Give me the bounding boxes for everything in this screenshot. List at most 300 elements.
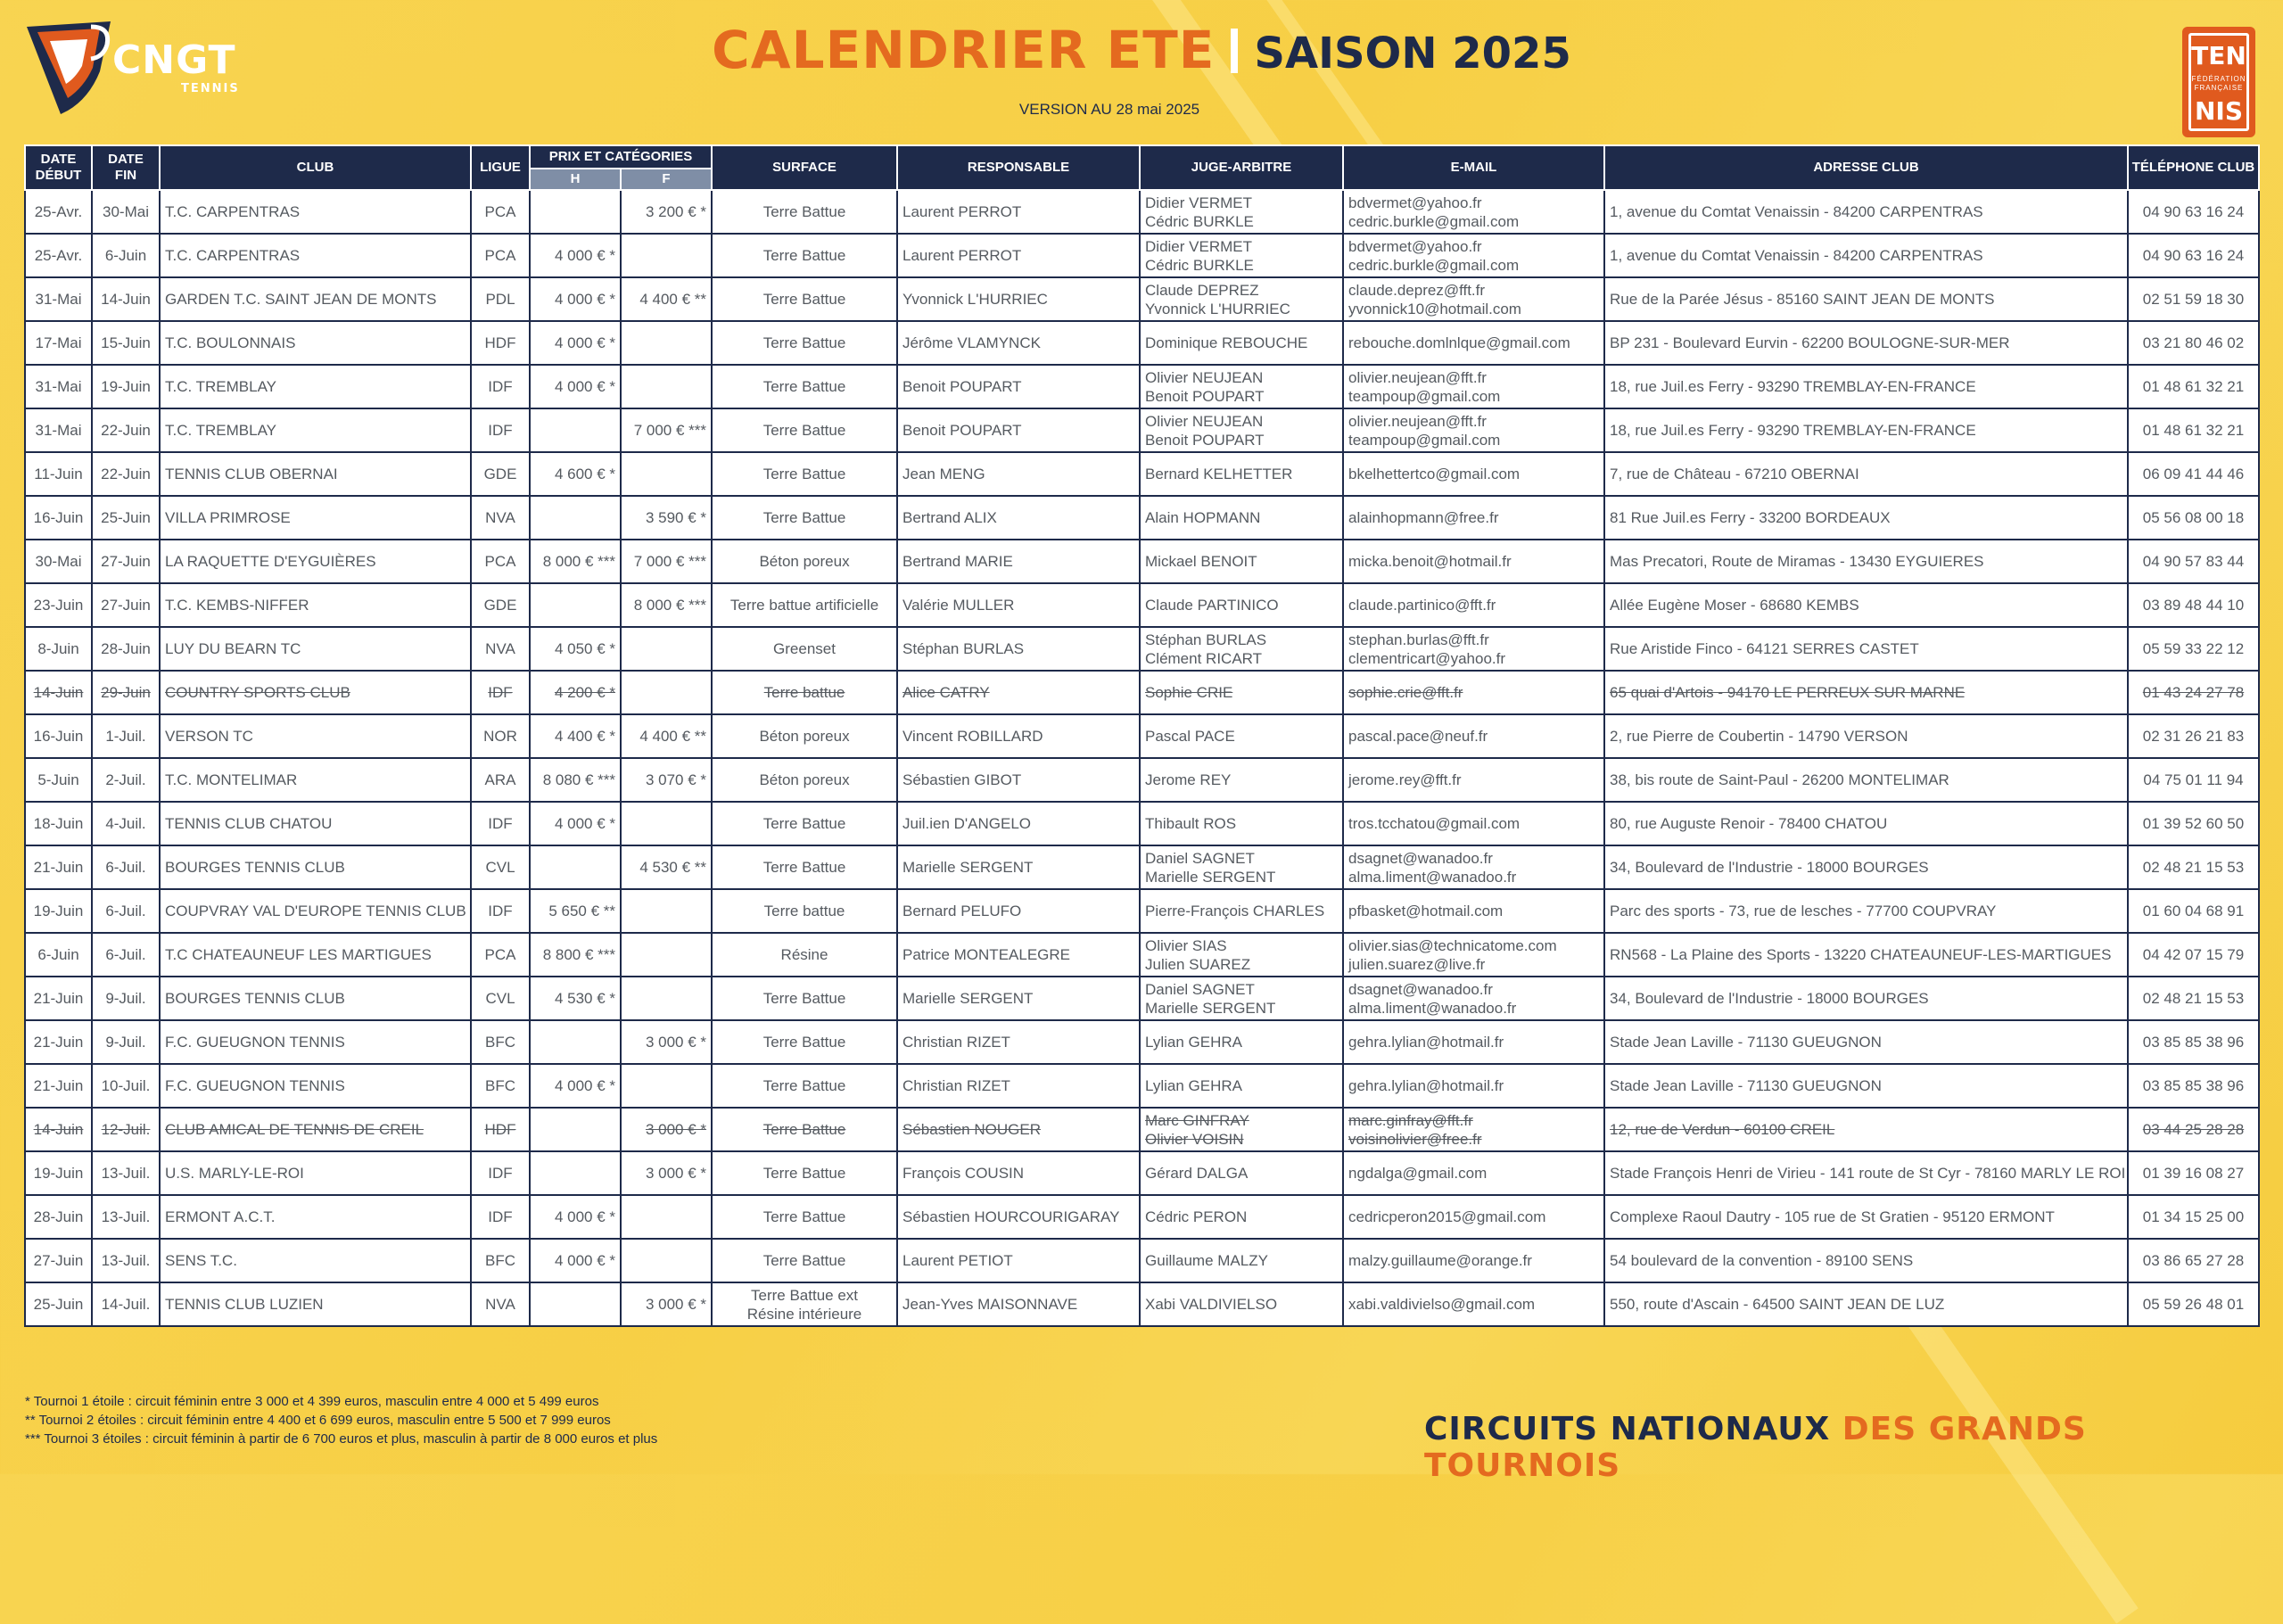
- prix-h-cell: 4 200 € *: [530, 671, 621, 714]
- telephone-cell: 06 09 41 44 46: [2128, 452, 2259, 496]
- prix-h-cell: 8 000 € ***: [530, 540, 621, 583]
- email-cell[interactable]: jerome.rey@fft.fr: [1343, 758, 1604, 802]
- responsable-cell: Marielle SERGENT: [897, 845, 1140, 889]
- prix-h-cell: 8 800 € ***: [530, 933, 621, 977]
- date-fin-cell: 6-Juin: [92, 234, 160, 277]
- email-cell[interactable]: rebouche.domlnlque@gmail.com: [1343, 321, 1604, 365]
- email-cell[interactable]: claude.deprez@fft.fr yvonnick10@hotmail.com: [1343, 277, 1604, 321]
- adresse-cell: 18, rue Juil.es Ferry - 93290 TREMBLAY-EN-FRANCE: [1604, 365, 2128, 408]
- juge-arbitre-cell: Stéphan BURLAS Clément RICART: [1140, 627, 1343, 671]
- ligue-cell: CVL: [471, 845, 530, 889]
- date-debut-cell: 8-Juin: [25, 627, 92, 671]
- date-debut-cell: 19-Juin: [25, 1151, 92, 1195]
- surface-cell: Terre Battue: [712, 496, 897, 540]
- telephone-cell: 03 86 65 27 28: [2128, 1239, 2259, 1282]
- ligue-cell: HDF: [471, 1108, 530, 1151]
- telephone-cell: 03 44 25 28 28: [2128, 1108, 2259, 1151]
- club-cell: ERMONT A.C.T.: [160, 1195, 471, 1239]
- surface-cell: Terre Battue: [712, 1151, 897, 1195]
- date-fin-cell: 2-Juil.: [92, 758, 160, 802]
- date-fin-cell: 29-Juin: [92, 671, 160, 714]
- telephone-cell: 01 48 61 32 21: [2128, 365, 2259, 408]
- table-row: [25, 452, 2259, 496]
- prix-f-cell: 3 590 € *: [621, 496, 712, 540]
- email-cell[interactable]: olivier.neujean@fft.fr teampoup@gmail.com: [1343, 408, 1604, 452]
- prix-f-cell: [621, 977, 712, 1020]
- date-fin-cell: 30-Mai: [92, 190, 160, 234]
- juge-arbitre-cell: Lylian GEHRA: [1140, 1020, 1343, 1064]
- prix-f-cell: 3 000 € *: [621, 1282, 712, 1326]
- juge-arbitre-cell: Olivier SIAS Julien SUAREZ: [1140, 933, 1343, 977]
- surface-cell: Terre battue artificielle: [712, 583, 897, 627]
- email-cell[interactable]: claude.partinico@fft.fr: [1343, 583, 1604, 627]
- date-fin-cell: 14-Juin: [92, 277, 160, 321]
- adresse-cell: Stade Jean Laville - 71130 GUEUGNON: [1604, 1020, 2128, 1064]
- circuits-title: [1424, 1411, 2283, 1484]
- adresse-cell: 1, avenue du Comtat Venaissin - 84200 CARPENTRAS: [1604, 234, 2128, 277]
- ligue-cell: NVA: [471, 627, 530, 671]
- date-debut-cell: 21-Juin: [25, 1064, 92, 1108]
- prix-h-cell: 4 600 € *: [530, 452, 621, 496]
- email-cell[interactable]: micka.benoit@hotmail.fr: [1343, 540, 1604, 583]
- telephone-cell: 02 48 21 15 53: [2128, 977, 2259, 1020]
- responsable-cell: Valérie MULLER: [897, 583, 1140, 627]
- club-cell: F.C. GUEUGNON TENNIS: [160, 1064, 471, 1108]
- ligue-cell: NVA: [471, 496, 530, 540]
- date-debut-cell: 6-Juin: [25, 933, 92, 977]
- prix-h-cell: 4 000 € *: [530, 321, 621, 365]
- table-row: [25, 627, 2259, 671]
- prix-f-cell: [621, 321, 712, 365]
- ligue-cell: BFC: [471, 1020, 530, 1064]
- prix-h-cell: 4 000 € *: [530, 277, 621, 321]
- club-cell: LA RAQUETTE D'EYGUIÈRES: [160, 540, 471, 583]
- date-fin-cell: 14-Juil.: [92, 1282, 160, 1326]
- prix-h-cell: 4 000 € *: [530, 1239, 621, 1282]
- responsable-cell: Yvonnick L'HURRIEC: [897, 277, 1140, 321]
- table-row: [25, 1195, 2259, 1239]
- adresse-cell: BP 231 - Boulevard Eurvin - 62200 BOULOGNE-SUR-MER: [1604, 321, 2128, 365]
- ligue-cell: HDF: [471, 321, 530, 365]
- juge-arbitre-cell: Dominique REBOUCHE: [1140, 321, 1343, 365]
- col-ligue: LIGUE: [471, 145, 530, 190]
- date-fin-cell: 27-Juin: [92, 540, 160, 583]
- date-fin-cell: 28-Juin: [92, 627, 160, 671]
- responsable-cell: Jean MENG: [897, 452, 1140, 496]
- responsable-cell: François COUSIN: [897, 1151, 1140, 1195]
- date-fin-cell: 6-Juil.: [92, 933, 160, 977]
- prix-h-cell: 4 000 € *: [530, 1195, 621, 1239]
- date-fin-cell: 1-Juil.: [92, 714, 160, 758]
- email-cell[interactable]: pfbasket@hotmail.com: [1343, 889, 1604, 933]
- ligue-cell: CVL: [471, 977, 530, 1020]
- club-cell: BOURGES TENNIS CLUB: [160, 977, 471, 1020]
- responsable-cell: Laurent PERROT: [897, 234, 1140, 277]
- telephone-cell: 01 39 52 60 50: [2128, 802, 2259, 845]
- date-fin-cell: 19-Juin: [92, 365, 160, 408]
- date-fin-cell: 22-Juin: [92, 408, 160, 452]
- responsable-cell: Sébastien NOUGER: [897, 1108, 1140, 1151]
- email-cell[interactable]: bdvermet@yahoo.fr cedric.burkle@gmail.com: [1343, 190, 1604, 234]
- fft-logo-frame: [2188, 33, 2249, 131]
- col-responsable: RESPONSABLE: [897, 145, 1140, 190]
- email-cell[interactable]: stephan.burlas@fft.fr clementricart@yahoo.fr: [1343, 627, 1604, 671]
- adresse-cell: Stade François Henri de Virieu - 141 route de St Cyr - 78160 MARLY LE ROI: [1604, 1151, 2128, 1195]
- prix-h-cell: 4 050 € *: [530, 627, 621, 671]
- logo-subtext: TENNIS: [181, 82, 240, 95]
- table-row: [25, 933, 2259, 977]
- prix-f-cell: [621, 452, 712, 496]
- footnote-2-star: ** Tournoi 2 étoiles : circuit féminin entre 4 400 et 6 699 euros, masculin entre 5 500 et 7 999 euros: [25, 1413, 611, 1428]
- telephone-cell: 02 48 21 15 53: [2128, 845, 2259, 889]
- responsable-cell: Bernard PELUFO: [897, 889, 1140, 933]
- prix-h-cell: 4 400 € *: [530, 714, 621, 758]
- juge-arbitre-cell: Pascal PACE: [1140, 714, 1343, 758]
- date-debut-cell: 21-Juin: [25, 977, 92, 1020]
- surface-cell: Terre Battue: [712, 408, 897, 452]
- date-debut-cell: 14-Juin: [25, 671, 92, 714]
- club-cell: GARDEN T.C. SAINT JEAN DE MONTS: [160, 277, 471, 321]
- col-email: E-MAIL: [1343, 145, 1604, 190]
- adresse-cell: 1, avenue du Comtat Venaissin - 84200 CARPENTRAS: [1604, 190, 2128, 234]
- ligue-cell: BFC: [471, 1239, 530, 1282]
- circuits-title-part1: CIRCUITS NATIONAUX: [1424, 1411, 1831, 1447]
- email-cell[interactable]: ngdalga@gmail.com: [1343, 1151, 1604, 1195]
- prix-f-cell: 3 200 € *: [621, 190, 712, 234]
- club-cell: F.C. GUEUGNON TENNIS: [160, 1020, 471, 1064]
- surface-cell: Terre Battue: [712, 977, 897, 1020]
- ligue-cell: PDL: [471, 277, 530, 321]
- club-cell: T.C. TREMBLAY: [160, 365, 471, 408]
- footnote-3-star: *** Tournoi 3 étoiles : circuit féminin à partir de 6 700 euros et plus, masculin à partir de 8 000 euros et plus: [25, 1431, 658, 1447]
- responsable-cell: Benoit POUPART: [897, 365, 1140, 408]
- email-cell[interactable]: alainhopmann@free.fr: [1343, 496, 1604, 540]
- circuits-title-part2: DES GRANDS TOURNOIS: [1424, 1411, 2087, 1484]
- col-prix-h: H: [530, 169, 621, 190]
- table-row: [25, 758, 2259, 802]
- surface-cell: Terre Battue: [712, 365, 897, 408]
- surface-cell: Terre Battue: [712, 1195, 897, 1239]
- telephone-cell: 05 59 26 48 01: [2128, 1282, 2259, 1326]
- club-cell: T.C. CARPENTRAS: [160, 234, 471, 277]
- date-debut-cell: 30-Mai: [25, 540, 92, 583]
- juge-arbitre-cell: Olivier NEUJEAN Benoit POUPART: [1140, 365, 1343, 408]
- table-row: [25, 1239, 2259, 1282]
- responsable-cell: Christian RIZET: [897, 1020, 1140, 1064]
- prix-f-cell: 3 000 € *: [621, 1151, 712, 1195]
- surface-cell: Terre Battue: [712, 321, 897, 365]
- col-juge-arbitre: JUGE-ARBITRE: [1140, 145, 1343, 190]
- prix-h-cell: 4 000 € *: [530, 1064, 621, 1108]
- table-row: [25, 1064, 2259, 1108]
- table-body: [25, 190, 2259, 1326]
- surface-cell: Béton poreux: [712, 714, 897, 758]
- email-cell[interactable]: bdvermet@yahoo.fr cedric.burkle@gmail.com: [1343, 234, 1604, 277]
- juge-arbitre-cell: Daniel SAGNET Marielle SERGENT: [1140, 845, 1343, 889]
- email-cell[interactable]: sophie.crie@fft.fr: [1343, 671, 1604, 714]
- responsable-cell: Jean-Yves MAISONNAVE: [897, 1282, 1140, 1326]
- responsable-cell: Bertrand ALIX: [897, 496, 1140, 540]
- juge-arbitre-cell: Guillaume MALZY: [1140, 1239, 1343, 1282]
- responsable-cell: Sébastien HOURCOURIGARAY: [897, 1195, 1140, 1239]
- ligue-cell: PCA: [471, 234, 530, 277]
- adresse-cell: 550, route d'Ascain - 64500 SAINT JEAN DE LUZ: [1604, 1282, 2128, 1326]
- telephone-cell: 02 51 59 18 30: [2128, 277, 2259, 321]
- telephone-cell: 04 42 07 15 79: [2128, 933, 2259, 977]
- date-debut-cell: 21-Juin: [25, 845, 92, 889]
- juge-arbitre-cell: Thibault ROS: [1140, 802, 1343, 845]
- adresse-cell: 34, Boulevard de l'Industrie - 18000 BOURGES: [1604, 845, 2128, 889]
- table-row: [25, 321, 2259, 365]
- col-surface: SURFACE: [712, 145, 897, 190]
- telephone-cell: 04 75 01 11 94: [2128, 758, 2259, 802]
- email-cell[interactable]: pascal.pace@neuf.fr: [1343, 714, 1604, 758]
- table-row: [25, 365, 2259, 408]
- juge-arbitre-cell: Bernard KELHETTER: [1140, 452, 1343, 496]
- surface-cell: Terre Battue: [712, 1064, 897, 1108]
- prix-f-cell: 3 000 € *: [621, 1020, 712, 1064]
- responsable-cell: Jérôme VLAMYNCK: [897, 321, 1140, 365]
- calendar-table: [24, 144, 2260, 1327]
- date-debut-cell: 23-Juin: [25, 583, 92, 627]
- ligue-cell: NVA: [471, 1282, 530, 1326]
- telephone-cell: 03 85 85 38 96: [2128, 1020, 2259, 1064]
- surface-cell: Terre Battue ext Résine intérieure: [712, 1282, 897, 1326]
- adresse-cell: 7, rue de Château - 67210 OBERNAI: [1604, 452, 2128, 496]
- date-debut-cell: 31-Mai: [25, 408, 92, 452]
- table-row: [25, 671, 2259, 714]
- table-row: [25, 496, 2259, 540]
- prix-h-cell: [530, 583, 621, 627]
- prix-h-cell: [530, 1108, 621, 1151]
- responsable-cell: Christian RIZET: [897, 1064, 1140, 1108]
- prix-f-cell: 7 000 € ***: [621, 540, 712, 583]
- prix-f-cell: 4 400 € **: [621, 714, 712, 758]
- email-cell[interactable]: gehra.lylian@hotmail.fr: [1343, 1020, 1604, 1064]
- table-row: [25, 714, 2259, 758]
- club-cell: COUPVRAY VAL D'EUROPE TENNIS CLUB: [160, 889, 471, 933]
- responsable-cell: Stéphan BURLAS: [897, 627, 1140, 671]
- club-cell: VERSON TC: [160, 714, 471, 758]
- prix-h-cell: 4 000 € *: [530, 365, 621, 408]
- date-debut-cell: 21-Juin: [25, 1020, 92, 1064]
- date-debut-cell: 25-Juin: [25, 1282, 92, 1326]
- date-debut-cell: 25-Avr.: [25, 190, 92, 234]
- juge-arbitre-cell: Didier VERMET Cédric BURKLE: [1140, 234, 1343, 277]
- juge-arbitre-cell: Jerome REY: [1140, 758, 1343, 802]
- ligue-cell: PCA: [471, 933, 530, 977]
- ligue-cell: IDF: [471, 802, 530, 845]
- telephone-cell: 03 89 48 44 10: [2128, 583, 2259, 627]
- prix-h-cell: [530, 408, 621, 452]
- surface-cell: Terre battue: [712, 889, 897, 933]
- adresse-cell: 38, bis route de Saint-Paul - 26200 MONTELIMAR: [1604, 758, 2128, 802]
- club-cell: U.S. MARLY-LE-ROI: [160, 1151, 471, 1195]
- email-cell[interactable]: olivier.sias@technicatome.com julien.suarez@live.fr: [1343, 933, 1604, 977]
- prix-f-cell: [621, 933, 712, 977]
- table-row: [25, 802, 2259, 845]
- prix-f-cell: 7 000 € ***: [621, 408, 712, 452]
- date-fin-cell: 9-Juil.: [92, 1020, 160, 1064]
- ligue-cell: IDF: [471, 365, 530, 408]
- club-cell: TENNIS CLUB CHATOU: [160, 802, 471, 845]
- prix-f-cell: [621, 1239, 712, 1282]
- juge-arbitre-cell: Alain HOPMANN: [1140, 496, 1343, 540]
- fft-logo-bottom: NIS: [2194, 96, 2244, 126]
- table-row: [25, 889, 2259, 933]
- telephone-cell: 04 90 63 16 24: [2128, 234, 2259, 277]
- juge-arbitre-cell: Claude DEPREZ Yvonnick L'HURRIEC: [1140, 277, 1343, 321]
- page-title: [0, 20, 2283, 80]
- date-debut-cell: 16-Juin: [25, 496, 92, 540]
- responsable-cell: Benoit POUPART: [897, 408, 1140, 452]
- responsable-cell: Juil.ien D'ANGELO: [897, 802, 1140, 845]
- ligue-cell: ARA: [471, 758, 530, 802]
- fft-logo-middle: [2191, 75, 2246, 93]
- date-fin-cell: 22-Juin: [92, 452, 160, 496]
- footnote-1-star: * Tournoi 1 étoile : circuit féminin entre 3 000 et 4 399 euros, masculin entre 4 000 et 5 499 euros: [25, 1394, 599, 1409]
- title-main: CALENDRIER ETE: [712, 20, 1216, 80]
- prix-h-cell: [530, 1020, 621, 1064]
- email-cell[interactable]: tros.tcchatou@gmail.com: [1343, 802, 1604, 845]
- juge-arbitre-cell: Lylian GEHRA: [1140, 1064, 1343, 1108]
- prix-f-cell: [621, 1195, 712, 1239]
- ligue-cell: IDF: [471, 1195, 530, 1239]
- telephone-cell: 03 21 80 46 02: [2128, 321, 2259, 365]
- adresse-cell: Mas Precatori, Route de Miramas - 13430 EYGUIERES: [1604, 540, 2128, 583]
- date-debut-cell: 14-Juin: [25, 1108, 92, 1151]
- telephone-cell: 01 48 61 32 21: [2128, 408, 2259, 452]
- prix-f-cell: [621, 1064, 712, 1108]
- email-cell[interactable]: bkelhettertco@gmail.com: [1343, 452, 1604, 496]
- fft-logo-top: TEN: [2191, 41, 2246, 70]
- club-cell: TENNIS CLUB LUZIEN: [160, 1282, 471, 1326]
- responsable-cell: Laurent PERROT: [897, 190, 1140, 234]
- email-cell[interactable]: xabi.valdivielso@gmail.com: [1343, 1282, 1604, 1326]
- date-debut-cell: 19-Juin: [25, 889, 92, 933]
- juge-arbitre-cell: Cédric PERON: [1140, 1195, 1343, 1239]
- club-cell: VILLA PRIMROSE: [160, 496, 471, 540]
- surface-cell: Greenset: [712, 627, 897, 671]
- prix-f-cell: [621, 671, 712, 714]
- date-debut-cell: 17-Mai: [25, 321, 92, 365]
- prix-f-cell: [621, 627, 712, 671]
- ligue-cell: BFC: [471, 1064, 530, 1108]
- juge-arbitre-cell: Sophie CRIE: [1140, 671, 1343, 714]
- fft-logo: [2182, 27, 2255, 137]
- ligue-cell: IDF: [471, 408, 530, 452]
- table-row: [25, 1151, 2259, 1195]
- club-cell: TENNIS CLUB OBERNAI: [160, 452, 471, 496]
- table-row: [25, 408, 2259, 452]
- email-cell[interactable]: malzy.guillaume@orange.fr: [1343, 1239, 1604, 1282]
- table-header: [25, 145, 2259, 190]
- surface-cell: Terre battue: [712, 671, 897, 714]
- ligue-cell: IDF: [471, 671, 530, 714]
- date-fin-cell: 6-Juil.: [92, 889, 160, 933]
- responsable-cell: Vincent ROBILLARD: [897, 714, 1140, 758]
- email-cell[interactable]: olivier.neujean@fft.fr teampoup@gmail.com: [1343, 365, 1604, 408]
- club-cell: LUY DU BEARN TC: [160, 627, 471, 671]
- date-fin-cell: 13-Juil.: [92, 1239, 160, 1282]
- club-cell: T.C. CARPENTRAS: [160, 190, 471, 234]
- surface-cell: Terre Battue: [712, 1020, 897, 1064]
- prix-f-cell: [621, 889, 712, 933]
- club-cell: T.C. KEMBS-NIFFER: [160, 583, 471, 627]
- responsable-cell: Sébastien GIBOT: [897, 758, 1140, 802]
- telephone-cell: 04 90 57 83 44: [2128, 540, 2259, 583]
- col-date-fin: DATE FIN: [92, 145, 160, 190]
- ligue-cell: NOR: [471, 714, 530, 758]
- club-cell: T.C CHATEAUNEUF LES MARTIGUES: [160, 933, 471, 977]
- prix-h-cell: 5 650 € **: [530, 889, 621, 933]
- responsable-cell: Bertrand MARIE: [897, 540, 1140, 583]
- surface-cell: Terre Battue: [712, 277, 897, 321]
- prix-f-cell: 4 400 € **: [621, 277, 712, 321]
- club-cell: T.C. BOULONNAIS: [160, 321, 471, 365]
- adresse-cell: RN568 - La Plaine des Sports - 13220 CHATEAUNEUF-LES-MARTIGUES: [1604, 933, 2128, 977]
- adresse-cell: Stade Jean Laville - 71130 GUEUGNON: [1604, 1064, 2128, 1108]
- table-row: [25, 1282, 2259, 1326]
- email-cell[interactable]: gehra.lylian@hotmail.fr: [1343, 1064, 1604, 1108]
- date-debut-cell: 11-Juin: [25, 452, 92, 496]
- col-telephone: TÉLÉPHONE CLUB: [2128, 145, 2259, 190]
- ligue-cell: IDF: [471, 889, 530, 933]
- adresse-cell: 18, rue Juil.es Ferry - 93290 TREMBLAY-EN-FRANCE: [1604, 408, 2128, 452]
- prix-h-cell: [530, 1282, 621, 1326]
- logo-text: CNGT: [112, 37, 236, 83]
- club-cell: T.C. TREMBLAY: [160, 408, 471, 452]
- ligue-cell: GDE: [471, 452, 530, 496]
- club-cell: COUNTRY SPORTS CLUB: [160, 671, 471, 714]
- date-fin-cell: 4-Juil.: [92, 802, 160, 845]
- telephone-cell: 05 59 33 22 12: [2128, 627, 2259, 671]
- date-fin-cell: 13-Juil.: [92, 1151, 160, 1195]
- email-cell[interactable]: cedricperon2015@gmail.com: [1343, 1195, 1604, 1239]
- telephone-cell: 03 85 85 38 96: [2128, 1064, 2259, 1108]
- club-cell: BOURGES TENNIS CLUB: [160, 845, 471, 889]
- surface-cell: Terre Battue: [712, 234, 897, 277]
- prix-h-cell: 4 000 € *: [530, 802, 621, 845]
- responsable-cell: Laurent PETIOT: [897, 1239, 1140, 1282]
- juge-arbitre-cell: Gérard DALGA: [1140, 1151, 1343, 1195]
- surface-cell: Béton poreux: [712, 540, 897, 583]
- juge-arbitre-cell: Marc GINFRAY Olivier VOISIN: [1140, 1108, 1343, 1151]
- club-cell: T.C. MONTELIMAR: [160, 758, 471, 802]
- email-cell[interactable]: dsagnet@wanadoo.fr alma.liment@wanadoo.fr: [1343, 845, 1604, 889]
- prix-f-cell: 4 530 € **: [621, 845, 712, 889]
- col-adresse: ADRESSE CLUB: [1604, 145, 2128, 190]
- telephone-cell: 01 43 24 27 78: [2128, 671, 2259, 714]
- col-club: CLUB: [160, 145, 471, 190]
- date-debut-cell: 5-Juin: [25, 758, 92, 802]
- surface-cell: Terre Battue: [712, 452, 897, 496]
- surface-cell: Terre Battue: [712, 802, 897, 845]
- email-cell[interactable]: dsagnet@wanadoo.fr alma.liment@wanadoo.fr: [1343, 977, 1604, 1020]
- date-fin-cell: 9-Juil.: [92, 977, 160, 1020]
- date-fin-cell: 6-Juil.: [92, 845, 160, 889]
- table-row: [25, 1020, 2259, 1064]
- date-fin-cell: 13-Juil.: [92, 1195, 160, 1239]
- adresse-cell: 12, rue de Verdun - 60100 CREIL: [1604, 1108, 2128, 1151]
- prix-h-cell: [530, 845, 621, 889]
- adresse-cell: Complexe Raoul Dautry - 105 rue de St Gratien - 95120 ERMONT: [1604, 1195, 2128, 1239]
- date-debut-cell: 25-Avr.: [25, 234, 92, 277]
- adresse-cell: 54 boulevard de la convention - 89100 SENS: [1604, 1239, 2128, 1282]
- date-fin-cell: 12-Juil.: [92, 1108, 160, 1151]
- email-cell[interactable]: marc.ginfray@fft.fr voisinolivier@free.fr: [1343, 1108, 1604, 1151]
- adresse-cell: 80, rue Auguste Renoir - 78400 CHATOU: [1604, 802, 2128, 845]
